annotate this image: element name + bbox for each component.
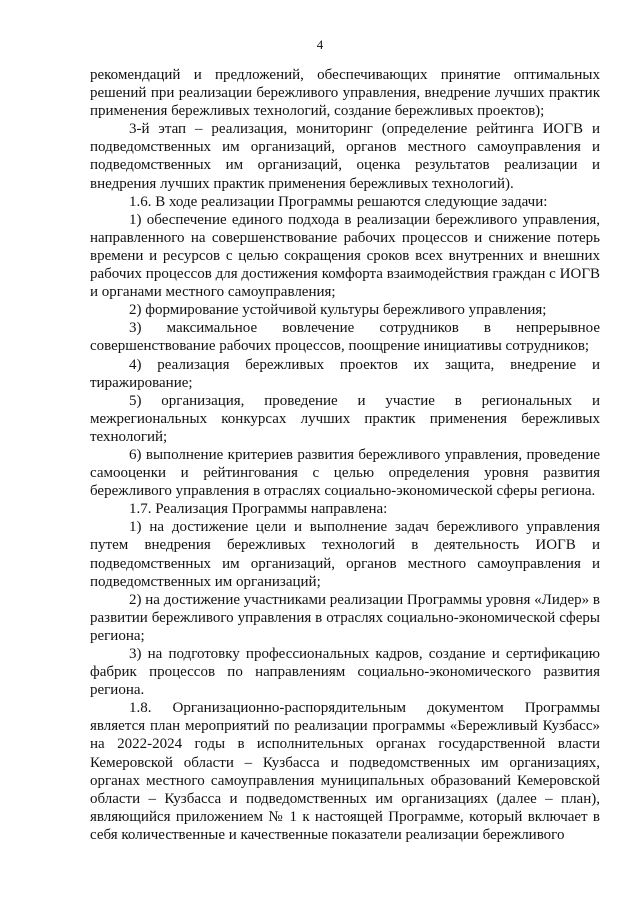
paragraph: 3) максимальное вовлечение сотрудников в непрерывное совершенствование рабочих процессов, поощрение инициативы сотрудников;: [90, 320, 600, 355]
paragraph: 6) выполнение критериев развития бережливого управления, проведение самооценки и рейтингования с целью определения уровня развития бережливого управления в отраслях социально-экономической сферы региона.: [90, 446, 600, 500]
paragraph: 4) реализация бережливых проектов их защита, внедрение и тиражирование;: [90, 356, 600, 391]
document-body: [90, 66, 600, 844]
paragraph: 1.8. Организационно-распорядительным документом Программы является план мероприятий по реализации программы «Бережливый Кузбасс» на 2022-2024 годы в исполнительных органах государственной власти Кемеровской области – Кузбасса и подведомственных им организациях, органах местного самоуправления муниципальных образований Кемеровской области – Кузбасса и подведомственных им организациях (далее – план), являющийся приложением № 1 к настоящей Программе, который включает в себя количественные и качественные показатели реализации бережливого: [90, 700, 600, 843]
paragraph: 1.7. Реализация Программы направлена:: [129, 501, 388, 518]
page-number: 4: [316, 37, 324, 52]
paragraph: 1) обеспечение единого подхода в реализации бережливого управления, направленного на совершенствование рабочих процессов и снижение потерь времени и ресурсов с целью сокращения сроков всех внутренних и внешних рабочих процессов для достижения комфорта взаимодействия граждан с ИОГВ и органами местного самоуправления;: [90, 211, 600, 301]
paragraph: 2) на достижение участниками реализации Программы уровня «Лидер» в развитии бережливого управления в отраслях социально-экономической сферы региона;: [90, 591, 600, 644]
paragraph: 3-й этап – реализация, мониторинг (определение рейтинга ИОГВ и подведомственных им организаций, органов местного самоуправления и подведомственных им организаций, оценка результатов реализации и внедрения лучших практик применения бережливых технологий).: [90, 121, 600, 192]
paragraph: 1) на достижение цели и выполнение задач бережливого управления путем внедрения бережливых технологий в деятельность ИОГВ и подведомственных им организаций, органов местного самоуправления и подведомственных им организаций;: [90, 519, 600, 590]
paragraph: 5) организация, проведение и участие в региональных и межрегиональных конкурсах лучших практик применения бережливых технологий;: [90, 392, 600, 445]
paragraph: рекомендаций и предложений, обеспечивающих принятие оптимальных решений при реализации бережливого управления, внедрение лучших практик применения бережливых технологий, создание бережливых проектов);: [90, 67, 600, 120]
paragraph: 2) формирование устойчивой культуры бережливого управления;: [129, 302, 547, 319]
paragraph: 1.6. В ходе реализации Программы решаются следующие задачи:: [129, 193, 548, 210]
paragraph: 3) на подготовку профессиональных кадров, создание и сертификацию фабрик процессов по направлениям социально-экономического развития региона.: [90, 646, 600, 699]
